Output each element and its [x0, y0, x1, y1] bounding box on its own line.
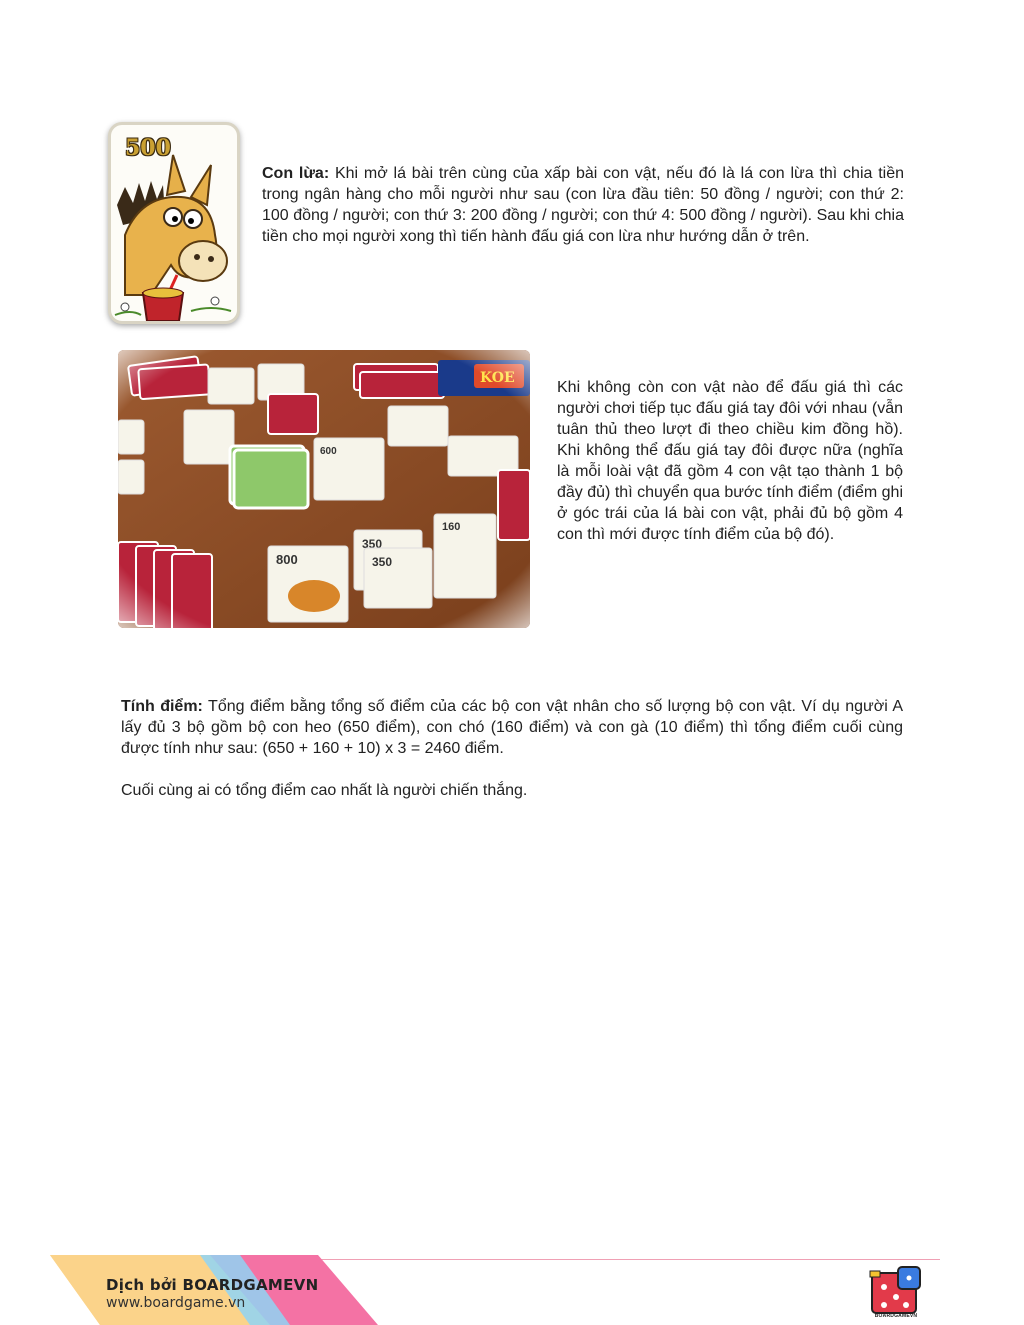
pair-bidding-paragraph: Khi không còn con vật nào để đấu giá thì các người chơi tiếp tục đấu giá tay đôi với nhau (vẫn tuân thủ theo lượt đi theo chiều kim đồng hồ). Khi không thể đấu giá tay đôi được nữa (nghĩa là mỗi loài vật đã gồm 4 con vật tạo thành 1 bộ đầy đủ) thì chuyển qua bước tính điểm (điểm ghi ở góc trái của lá bài con vật, phải đủ bộ gồm 4 con thì mới được tính điểm của bộ đó).	[557, 379, 903, 543]
website-link[interactable]: www.boardgame.vn	[106, 1295, 246, 1311]
gameplay-scene	[118, 350, 530, 628]
scoring-paragraph	[121, 696, 903, 759]
scoring-text: Tổng điểm bằng tổng số điểm của các bộ con vật nhân cho số lượng bộ con vật. Ví dụ người A lấy đủ 3 bộ gồm bộ con heo (650 điểm), con chó (160 điểm) và con gà (10 điểm) thì tổng điểm cuối cùng được tính như sau: (650 + 160 + 10) x 3 = 2460 điểm.	[121, 698, 903, 757]
winner-paragraph: Cuối cùng ai có tổng điểm cao nhất là người chiến thắng.	[121, 782, 528, 799]
translator-credit: Dịch bởi BOARDGAMEVN	[106, 1276, 319, 1294]
gameplay-photo	[118, 350, 530, 628]
donkey-illustration	[111, 125, 237, 321]
donkey-card-image	[108, 122, 240, 324]
donkey-rule-paragraph	[262, 163, 904, 247]
donkey-rule-text: Khi mở lá bài trên cùng của xấp bài con vật, nếu đó là lá con lừa thì chia tiền trong ngân hàng cho mỗi người như sau (con lừa đầu tiên: 50 đồng / người; con thứ 2: 100 đồng / người; con thứ 3: 200 đồng / người; con thứ 4: 500 đồng / người). Sau khi chia tiền cho mọi người xong thì tiến hành đấu giá con lừa như hướng dẫn ở trên.	[262, 165, 905, 245]
scoring-label: Tính điểm:	[121, 698, 203, 715]
donkey-rule-label: Con lừa:	[262, 165, 330, 182]
card-value: 500	[125, 135, 171, 161]
logo-wordmark: BOARDGAMEVN	[874, 1313, 918, 1319]
